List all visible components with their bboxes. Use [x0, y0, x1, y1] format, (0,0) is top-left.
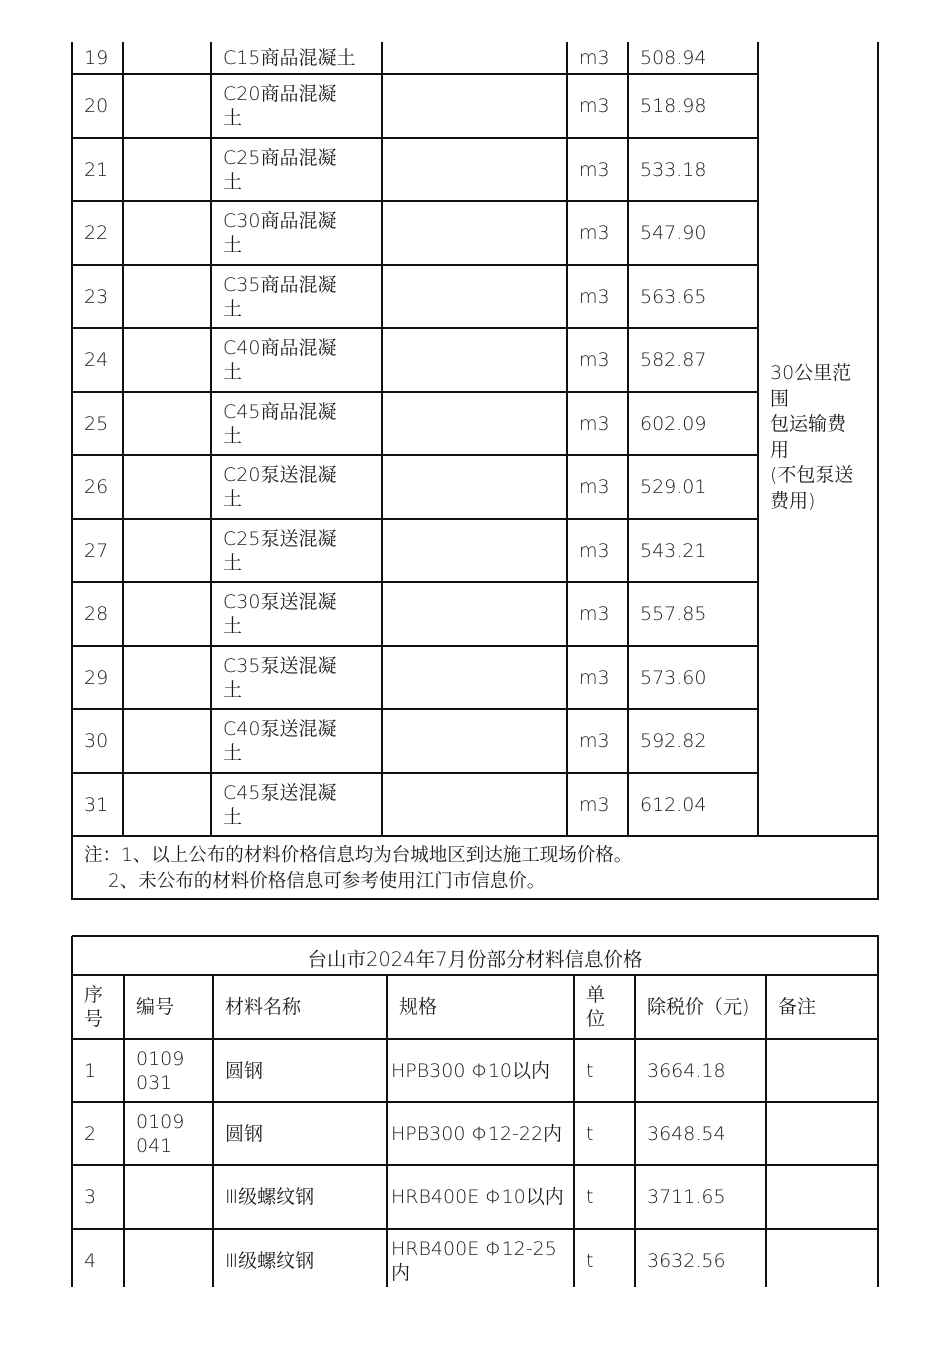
material-name-text: C45商品混凝土 [223, 400, 337, 447]
column-header-unit [574, 975, 635, 1039]
remark-line: 费用) [770, 489, 816, 512]
price [635, 1165, 766, 1229]
column-header-no-text: 序号 [84, 984, 104, 1030]
row-number [72, 42, 123, 74]
price [635, 1039, 766, 1102]
column-header-price-text: 除税价（元) [647, 996, 750, 1018]
page-bottom-margin [0, 1287, 950, 1345]
remark [766, 1039, 878, 1102]
unit-text: m3 [579, 349, 610, 371]
remark-line: 用 [770, 438, 790, 461]
material-code-text: 0109041 [136, 1110, 185, 1157]
unit [567, 138, 628, 201]
column-header-price [635, 975, 766, 1039]
material-spec [382, 392, 567, 455]
unit [567, 201, 628, 265]
row-number-text: 20 [84, 95, 109, 117]
unit-text: m3 [579, 95, 610, 117]
row-number-text: 27 [84, 539, 109, 562]
price-text: 508.94 [640, 47, 707, 69]
material-code [123, 773, 211, 836]
price-text: 612.04 [640, 793, 707, 816]
column-header-spec [387, 975, 574, 1039]
row-number [72, 709, 123, 773]
material-name [213, 1102, 387, 1165]
remark-line: 围 [770, 387, 790, 410]
row-number [72, 1039, 124, 1102]
row-number-text: 24 [84, 349, 109, 371]
remark-line: 包运输费 [770, 413, 847, 435]
material-name [211, 201, 382, 265]
price [628, 773, 758, 836]
unit-text: t [586, 1122, 594, 1145]
material-name [211, 392, 382, 455]
column-header-code [124, 975, 213, 1039]
price-text: 592.82 [640, 730, 707, 752]
column-header-remark-text: 备注 [778, 996, 817, 1018]
price [628, 582, 758, 646]
material-name-text: C35泵送混凝土 [223, 654, 337, 701]
price [628, 709, 758, 773]
price [628, 138, 758, 201]
material-spec [382, 773, 567, 836]
material-name [213, 1039, 387, 1102]
material-code [123, 42, 211, 74]
unit-text: m3 [579, 730, 610, 752]
row-number-text: 30 [84, 730, 109, 752]
row-number-text: 26 [84, 476, 109, 498]
unit [574, 1039, 635, 1102]
row-number-text: 23 [84, 285, 109, 308]
row-number [72, 455, 123, 519]
price-text: 547.90 [640, 222, 707, 244]
material-name-text: C40商品混凝土 [223, 337, 337, 383]
material-name-text: C20商品混凝土 [223, 83, 337, 129]
material-spec [387, 1165, 574, 1229]
price-text: 573.60 [640, 666, 707, 689]
table2-title: 台山市2024年7月份部分材料信息价格 [307, 948, 643, 971]
row-number-text: 22 [84, 222, 109, 244]
price-text: 3632.56 [647, 1249, 726, 1272]
material-name-text: C15商品混凝土 [223, 47, 356, 69]
price-text: 602.09 [640, 412, 707, 435]
unit-text: m3 [579, 603, 610, 625]
material-code [123, 582, 211, 646]
column-header-unit-text: 单位 [586, 984, 606, 1030]
unit [574, 1229, 635, 1292]
price-text: 3648.54 [647, 1122, 726, 1145]
material-spec [387, 1039, 574, 1102]
material-code [123, 709, 211, 773]
unit-text: m3 [579, 285, 610, 308]
row-number-text: 4 [84, 1249, 97, 1272]
price [628, 455, 758, 519]
unit-text: m3 [579, 222, 610, 244]
material-code [123, 265, 211, 328]
unit [567, 519, 628, 582]
material-spec [382, 646, 567, 709]
column-header-no [72, 975, 124, 1039]
price-text: 557.85 [640, 603, 707, 625]
column-header-name [213, 975, 387, 1039]
row-number [72, 773, 123, 836]
material-name [211, 455, 382, 519]
unit-text: t [586, 1059, 594, 1082]
row-number-text: 25 [84, 412, 109, 435]
column-header-code-text: 编号 [136, 996, 175, 1018]
material-name-text: C30商品混凝土 [223, 210, 337, 256]
material-code [124, 1039, 213, 1102]
unit-text: t [586, 1249, 594, 1272]
unit-text: t [586, 1186, 594, 1208]
row-number-text: 28 [84, 603, 109, 625]
material-name-text: C25泵送混凝土 [223, 527, 337, 574]
material-code [123, 138, 211, 201]
unit-text: m3 [579, 666, 610, 689]
row-number [72, 392, 123, 455]
row-number [72, 265, 123, 328]
row-number [72, 582, 123, 646]
material-spec-text: HRB400E Φ10以内 [391, 1186, 564, 1208]
remark-line: 30公里范 [770, 362, 852, 384]
price-text: 543.21 [640, 539, 707, 562]
unit [567, 773, 628, 836]
unit-text: m3 [579, 539, 610, 562]
material-spec [382, 138, 567, 201]
table-border [877, 836, 879, 900]
unit [574, 1102, 635, 1165]
unit-text: m3 [579, 412, 610, 435]
row-number-text: 29 [84, 666, 109, 689]
material-name-text: C45泵送混凝土 [223, 781, 337, 828]
material-code [124, 1165, 213, 1229]
row-number-text: 3 [84, 1186, 97, 1208]
price [628, 201, 758, 265]
material-code [123, 328, 211, 392]
material-name [211, 328, 382, 392]
material-name [211, 646, 382, 709]
material-spec [382, 709, 567, 773]
note-line-1: 注：1、以上公布的材料价格信息均为台城地区到达施工现场价格。 [84, 845, 633, 866]
material-spec-text: HPB300 Φ10以内 [391, 1059, 551, 1082]
material-name-text: 圆钢 [225, 1059, 264, 1082]
remark [766, 1165, 878, 1229]
row-number-text: 1 [84, 1059, 97, 1082]
column-header-name-text: 材料名称 [225, 996, 302, 1018]
material-spec [382, 328, 567, 392]
material-spec [382, 74, 567, 138]
note-line-2: 2、未公布的材料价格信息可参考使用江门市信息价。 [108, 871, 546, 892]
row-number [72, 74, 123, 138]
unit [567, 392, 628, 455]
material-name-text: C25商品混凝土 [223, 146, 337, 193]
material-code [123, 646, 211, 709]
row-number [72, 519, 123, 582]
material-name [213, 1165, 387, 1229]
material-spec [387, 1102, 574, 1165]
price [628, 42, 758, 74]
price [628, 328, 758, 392]
remark-line: (不包泵送 [770, 464, 854, 486]
table-border [877, 42, 879, 836]
unit [567, 582, 628, 646]
material-code [123, 74, 211, 138]
remark [766, 1102, 878, 1165]
material-spec [382, 519, 567, 582]
material-name-text: 圆钢 [225, 1122, 264, 1145]
price [635, 1102, 766, 1165]
price [628, 74, 758, 138]
material-spec-text: HRB400E Φ12-25内 [391, 1237, 557, 1284]
unit [567, 42, 628, 74]
unit [567, 455, 628, 519]
unit-text: m3 [579, 476, 610, 498]
row-number-text: 21 [84, 158, 109, 181]
material-name-text: Ⅲ级螺纹钢 [225, 1186, 315, 1208]
table-border [72, 898, 879, 900]
price [628, 646, 758, 709]
row-number [72, 1229, 124, 1292]
unit [567, 265, 628, 328]
price [628, 392, 758, 455]
table-border [71, 836, 73, 900]
material-spec [382, 201, 567, 265]
row-number [72, 1165, 124, 1229]
row-number [72, 201, 123, 265]
row-number [72, 138, 123, 201]
unit [567, 646, 628, 709]
material-code [123, 455, 211, 519]
material-spec [387, 1229, 574, 1292]
material-code [124, 1102, 213, 1165]
unit [574, 1165, 635, 1229]
row-number [72, 328, 123, 392]
material-code [123, 519, 211, 582]
material-code-text: 0109031 [136, 1047, 185, 1094]
material-name [211, 265, 382, 328]
material-name-text: C30泵送混凝土 [223, 591, 337, 637]
material-name [211, 709, 382, 773]
material-spec [382, 42, 567, 74]
material-name [211, 773, 382, 836]
material-name [211, 74, 382, 138]
material-name [211, 42, 382, 74]
row-number-text: 31 [84, 793, 109, 816]
unit-text: m3 [579, 158, 610, 181]
price-text: 529.01 [640, 476, 707, 498]
material-spec-text: HPB300 Φ12-22内 [391, 1122, 563, 1145]
price-text: 518.98 [640, 95, 707, 117]
material-name-text: C35商品混凝土 [223, 273, 337, 320]
price-text: 563.65 [640, 285, 707, 308]
price [635, 1229, 766, 1292]
material-name-text: C20泵送混凝土 [223, 464, 337, 510]
row-number-text: 19 [84, 47, 109, 69]
material-name [211, 519, 382, 582]
unit [567, 328, 628, 392]
row-number-text: 2 [84, 1122, 97, 1145]
unit-text: m3 [579, 793, 610, 816]
unit [567, 709, 628, 773]
unit [567, 74, 628, 138]
material-spec [382, 582, 567, 646]
column-header-spec-text: 规格 [399, 996, 438, 1018]
material-spec [382, 455, 567, 519]
price-text: 533.18 [640, 158, 707, 181]
price-text: 3711.65 [647, 1186, 726, 1208]
price [628, 265, 758, 328]
material-name [211, 582, 382, 646]
price-text: 582.87 [640, 349, 707, 371]
material-code [123, 201, 211, 265]
remark [766, 1229, 878, 1292]
material-code [124, 1229, 213, 1292]
table-border [72, 935, 879, 937]
material-code [123, 392, 211, 455]
unit-text: m3 [579, 47, 610, 69]
price-text: 3664.18 [647, 1059, 726, 1082]
remark-transport-note [770, 361, 875, 514]
material-name-text: C40泵送混凝土 [223, 718, 337, 764]
material-name [213, 1229, 387, 1292]
price [628, 519, 758, 582]
material-name-text: Ⅲ级螺纹钢 [225, 1249, 315, 1272]
column-header-remark [766, 975, 878, 1039]
material-spec [382, 265, 567, 328]
row-number [72, 1102, 124, 1165]
row-number [72, 646, 123, 709]
material-name [211, 138, 382, 201]
